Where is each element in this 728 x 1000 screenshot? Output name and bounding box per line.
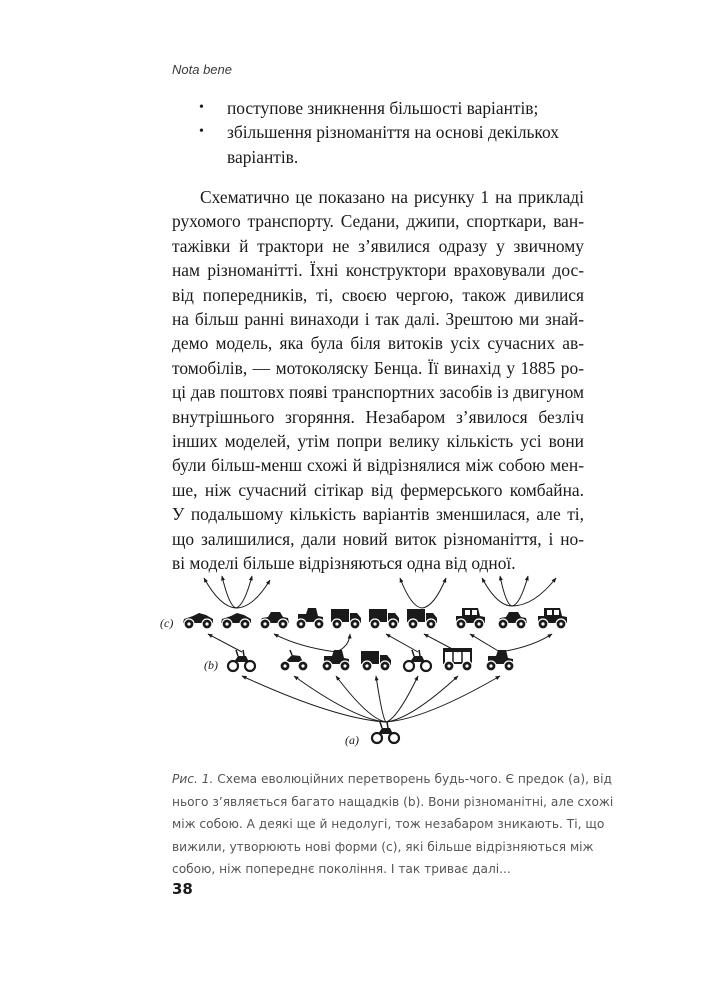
paragraph-line: інших моделей, утім попри велику кількість усі вони (172, 431, 584, 452)
vehicle-generation-c (296, 608, 324, 629)
evolution-arrow (274, 634, 336, 652)
caption-line: нього з’являється багато нащадків (b). Вони різноманітні, але схожі (172, 794, 614, 809)
paragraph-line: томобілів, — мотоколяску Бенца. Її винахід у 1885 ро- (172, 357, 584, 378)
vehicle-generation-b (486, 650, 514, 671)
paragraph-line: ше, ніж сучасний сітікар від фермерського комбайна. (172, 479, 584, 500)
caption-lead: Рис. 1. (172, 772, 214, 786)
paragraph-line: на більш ранні винаходи і так далі. Зрештою ми знай- (172, 309, 584, 330)
evolution-arrow (376, 676, 386, 722)
bullet-marker: • (199, 100, 204, 115)
bullet-text-line: поступове зникнення більшості варіантів; (227, 98, 539, 118)
paragraph-line: що залишилися, дали новий виток різноманіття, і но- (172, 528, 584, 549)
bullet-text-line: варіантів. (227, 146, 299, 167)
evolution-arrow (512, 578, 556, 606)
vehicle-generation-b (404, 650, 431, 671)
caption-line: вижили, утворюють нові форми (c), які більше відрізняються між (172, 839, 594, 854)
evolution-arrow (500, 576, 512, 606)
evolution-arrow (422, 578, 446, 608)
vehicles-group (183, 608, 567, 743)
paragraph-line: ві моделі більше відрізняються одна від одної. (172, 553, 516, 574)
body-paragraph (172, 185, 584, 576)
vehicle-generation-c (498, 612, 527, 629)
vehicle-generation-b (228, 650, 255, 671)
vehicle-generation-c (183, 613, 213, 629)
paragraph-line: ці дав поштовх появі транспортних засобів із двигуном (172, 382, 584, 403)
vehicle-generation-c (369, 609, 399, 629)
caption-line (172, 768, 612, 791)
vehicle-generation-b (361, 651, 391, 671)
arrows-group (204, 576, 556, 722)
vehicle-generation-b (322, 650, 350, 671)
generation-a-label: (a) (345, 733, 359, 747)
evolution-arrow (242, 676, 386, 722)
evolution-arrow (336, 634, 350, 652)
generation-b-label: (b) (204, 658, 218, 672)
bullet-item (197, 120, 617, 169)
evolution-arrow (470, 634, 500, 652)
vehicle-generation-c (331, 609, 361, 629)
evolution-arrow (386, 676, 500, 722)
caption-line: між собою. А деякі ще й недолугі, тож незабаром зникають. Ті, що (172, 817, 605, 832)
paragraph-line: внутрішнього згоряння. Незабаром з’явилося безліч (172, 406, 584, 427)
evolution-diagram-svg (160, 572, 600, 752)
page-number: 38 (172, 880, 193, 898)
paragraph-line: демо модель, яка була біля витоків усіх сучасних ав- (172, 333, 584, 354)
evolution-arrow (386, 676, 458, 722)
running-head: Nota bene (172, 62, 232, 77)
evolution-arrow (386, 676, 418, 722)
paragraph-line: тажівки й трактори не з’явилися одразу у звичному (172, 235, 584, 256)
vehicle-generation-c (407, 609, 437, 629)
vehicle-generation-b (443, 648, 472, 671)
evolution-arrow (512, 576, 528, 606)
vehicle-generation-c (221, 613, 251, 629)
figure-caption (172, 768, 614, 881)
bullet-marker: • (199, 124, 204, 140)
vehicle-generation-c (456, 608, 485, 629)
paragraph-line: нам різноманітті. Їхні конструктори враховували дос- (172, 260, 584, 281)
paragraph-line: рухомого транспорту. Седани, джипи, спорткари, ван- (172, 211, 584, 232)
evolution-arrow (500, 634, 552, 652)
caption-line: собою, ніж попереднє покоління. І так триває далі... (172, 862, 511, 877)
bullet-text-line: збільшення різноманіття на основі декількох (227, 122, 559, 143)
evolution-arrow (400, 578, 422, 608)
bullet-item (197, 96, 617, 120)
paragraph-line: від попередників, ті, своєю чергою, також дивилися (172, 284, 584, 305)
evolution-diagram (160, 572, 600, 752)
paragraph-line: Схематично це показано на рисунку 1 на прикладі (200, 187, 584, 207)
vehicle-generation-c (260, 612, 289, 629)
evolution-arrow (208, 634, 242, 652)
vehicle-generation-b (280, 650, 308, 671)
evolution-arrow (386, 634, 418, 652)
generation-c-label: (c) (160, 616, 174, 630)
paragraph-line: У подальшому кількість варіантів зменшилася, але ті, (172, 504, 584, 525)
vehicle-ancestor-a (372, 722, 399, 743)
paragraph-line: були більш-менш схожі й відрізнялися між собою мен- (172, 455, 584, 476)
caption-text: Схема еволюційних перетворень будь-чого. Є предок (a), від (213, 772, 612, 786)
vehicle-generation-c (538, 608, 567, 629)
bullet-list (197, 96, 617, 169)
